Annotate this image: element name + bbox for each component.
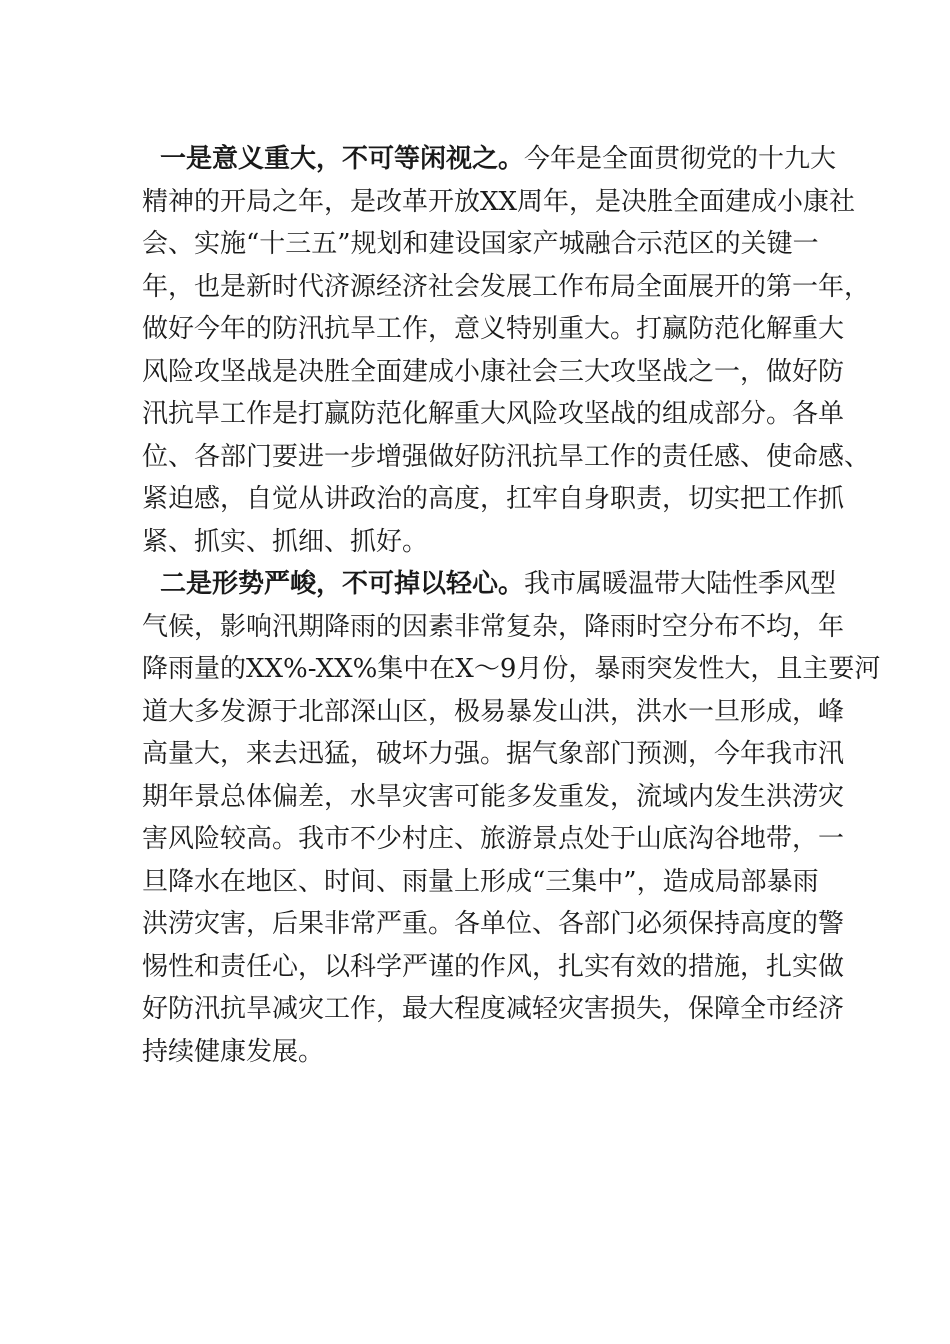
text-line: 期年景总体偏差，水旱灾害可能多发重发，流域内发生洪涝灾 xyxy=(142,781,845,812)
text-line: 气候，影响汛期降雨的因素非常复杂，降雨时空分布不均，年 xyxy=(142,611,845,642)
text-line: 年，也是新时代济源经济社会发展工作布局全面展开的第一年， xyxy=(142,271,871,302)
text-line: 紧迫感，自觉从讲政治的高度，扛牢自身职责，切实把工作抓 xyxy=(142,484,845,514)
text-line: 做好今年的防汛抗旱工作，意义特别重大。打赢防范化解重大 xyxy=(142,314,845,344)
text-line: 会、实施“十三五”规划和建设国家产城融合示范区的关键一 xyxy=(142,229,819,259)
paragraph-situation xyxy=(142,563,881,1073)
paragraph-significance xyxy=(142,138,871,563)
text-line: 旦降水在地区、时间、雨量上形成“三集中”，造成局部暴雨 xyxy=(142,866,819,897)
text-line: 持续健康发展。 xyxy=(142,1036,325,1067)
text-line: 洪涝灾害，后果非常严重。各单位、各部门必须保持高度的警 xyxy=(142,909,845,939)
text-line: 惕性和责任心，以科学严谨的作风，扎实有效的措施，扎实做 xyxy=(142,951,845,982)
text-line: 好防汛抗旱减灾工作，最大程度减轻灾害损失，保障全市经济 xyxy=(142,994,845,1024)
paragraph-lead: 一是意义重大，不可等闲视之。 xyxy=(160,144,525,174)
document-body xyxy=(142,138,881,1073)
text-line: 紧、抓实、抓细、抓好。 xyxy=(142,526,429,557)
text-line: 精神的开局之年，是改革开放XX周年，是决胜全面建成小康社 xyxy=(142,186,856,217)
text-line: 害风险较高。我市不少村庄、旅游景点处于山底沟谷地带，一 xyxy=(142,824,845,854)
text-line: 位、各部门要进一步增强做好防汛抗旱工作的责任感、使命感、 xyxy=(142,441,871,472)
text-line: 降雨量的XX%-XX%集中在X～9月份，暴雨突发性大，且主要河 xyxy=(142,654,881,684)
text-line: 道大多发源于北部深山区，极易暴发山洪，洪水一旦形成，峰 xyxy=(142,696,845,727)
text-line: 今年是全面贯彻党的十九大 xyxy=(524,144,837,174)
text-line: 风险攻坚战是决胜全面建成小康社会三大攻坚战之一，做好防 xyxy=(142,356,845,387)
paragraph-lead: 二是形势严峻，不可掉以轻心。 xyxy=(160,569,525,599)
text-line: 高量大，来去迅猛，破坏力强。据气象部门预测，今年我市汛 xyxy=(142,739,845,769)
text-line: 汛抗旱工作是打赢防范化解重大风险攻坚战的组成部分。各单 xyxy=(142,399,845,429)
paragraph-first-line xyxy=(142,138,848,181)
text-line: 我市属暖温带大陆性季风型 xyxy=(524,569,837,599)
paragraph-first-line xyxy=(142,563,848,606)
